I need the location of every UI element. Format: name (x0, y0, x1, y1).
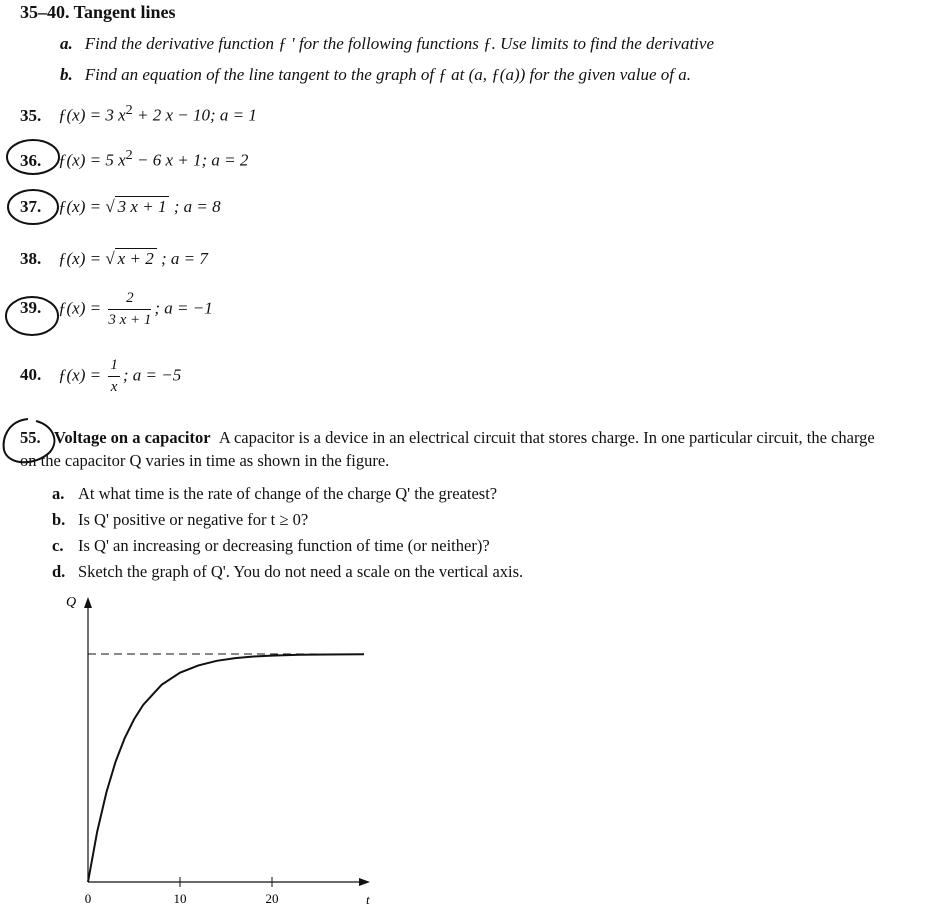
problem-number: 38. (20, 249, 42, 268)
x-axis-arrow (359, 878, 370, 886)
problem-rest: + 2 x − 10; a = 1 (132, 105, 257, 125)
numerator: 1 (108, 357, 120, 377)
problem-lhs: ƒ(x) = 3 x (58, 105, 126, 125)
problem-number: 37. (20, 197, 42, 216)
problem-number: 36. (20, 150, 42, 170)
circle-55 (4, 419, 55, 462)
problem-rest: ; a = 8 (169, 197, 221, 216)
x-tick-label-0: 0 (84, 891, 92, 906)
x-ticks (85, 877, 279, 906)
part-text: At what time is the rate of change of the charge Q' the greatest? (78, 484, 498, 503)
problem-number: 40. (20, 365, 42, 385)
charge-chart (55, 588, 395, 913)
part-label: a. (52, 484, 65, 503)
exponent: 2 (125, 102, 133, 118)
x-tick-label-20: 20 (265, 891, 279, 906)
part-label: c. (52, 536, 64, 555)
problem-rest: ; a = −1 (154, 298, 213, 318)
problem-lhs: ƒ(x) = √ (58, 249, 115, 268)
instruction-b-label: b. (60, 65, 73, 84)
series-line-Q (88, 654, 364, 882)
problem-55-title: Voltage on a capacitor (54, 428, 211, 447)
problem-number: 35. (20, 105, 42, 125)
part-label: b. (52, 510, 66, 529)
circle-39 (6, 297, 58, 335)
denominator: 3 x + 1 (108, 312, 152, 328)
instruction-a-label: a. (60, 34, 73, 53)
circle-36 (7, 140, 59, 174)
problem-lhs: ƒ(x) = 5 x (58, 150, 126, 170)
section-title: 35–40. Tangent lines (20, 2, 176, 22)
radicand: 3 x + 1 (115, 196, 170, 216)
part-label: d. (52, 562, 66, 581)
problem-lhs: ƒ(x) = √ (58, 197, 115, 216)
x-tick-label-10: 10 (173, 891, 187, 906)
exponent: 2 (125, 147, 133, 163)
problem-rest: − 6 x + 1; a = 2 (132, 150, 249, 170)
problem-55-text: A capacitor is a device in an electrical circuit that stores charge. In one particular circuit, the charge on the capacitor Q varies in time as shown in the figure. (20, 428, 875, 470)
problem-rest: ; a = 7 (156, 249, 208, 268)
problem-number: 39. (20, 298, 42, 318)
problem-lhs: ƒ(x) = (58, 298, 106, 318)
circle-37 (8, 190, 58, 224)
problem-rest: ; a = −5 (122, 365, 182, 385)
part-text: Sketch the graph of Q'. You do not need a scale on the vertical axis. (78, 562, 524, 581)
y-axis-arrow (84, 597, 92, 608)
problem-lhs: ƒ(x) = (58, 365, 106, 385)
instruction-a-text: Find the derivative function ƒ ' for the following functions ƒ. Use limits to find the derivative (84, 34, 714, 53)
problem-number: 55. (20, 428, 41, 447)
part-text: Is Q' an increasing or decreasing function of time (or neither)? (78, 536, 490, 555)
instruction-b-text: Find an equation of the line tangent to the graph of ƒ at (a, ƒ(a)) for the given value of a. (84, 65, 691, 84)
radicand: x + 2 (115, 248, 157, 268)
y-axis-label: Q (66, 595, 77, 610)
numerator: 2 (108, 290, 151, 310)
part-text: Is Q' positive or negative for t ≥ 0? (78, 510, 309, 529)
x-axis-label: t (366, 892, 370, 907)
denominator: x (110, 379, 118, 395)
